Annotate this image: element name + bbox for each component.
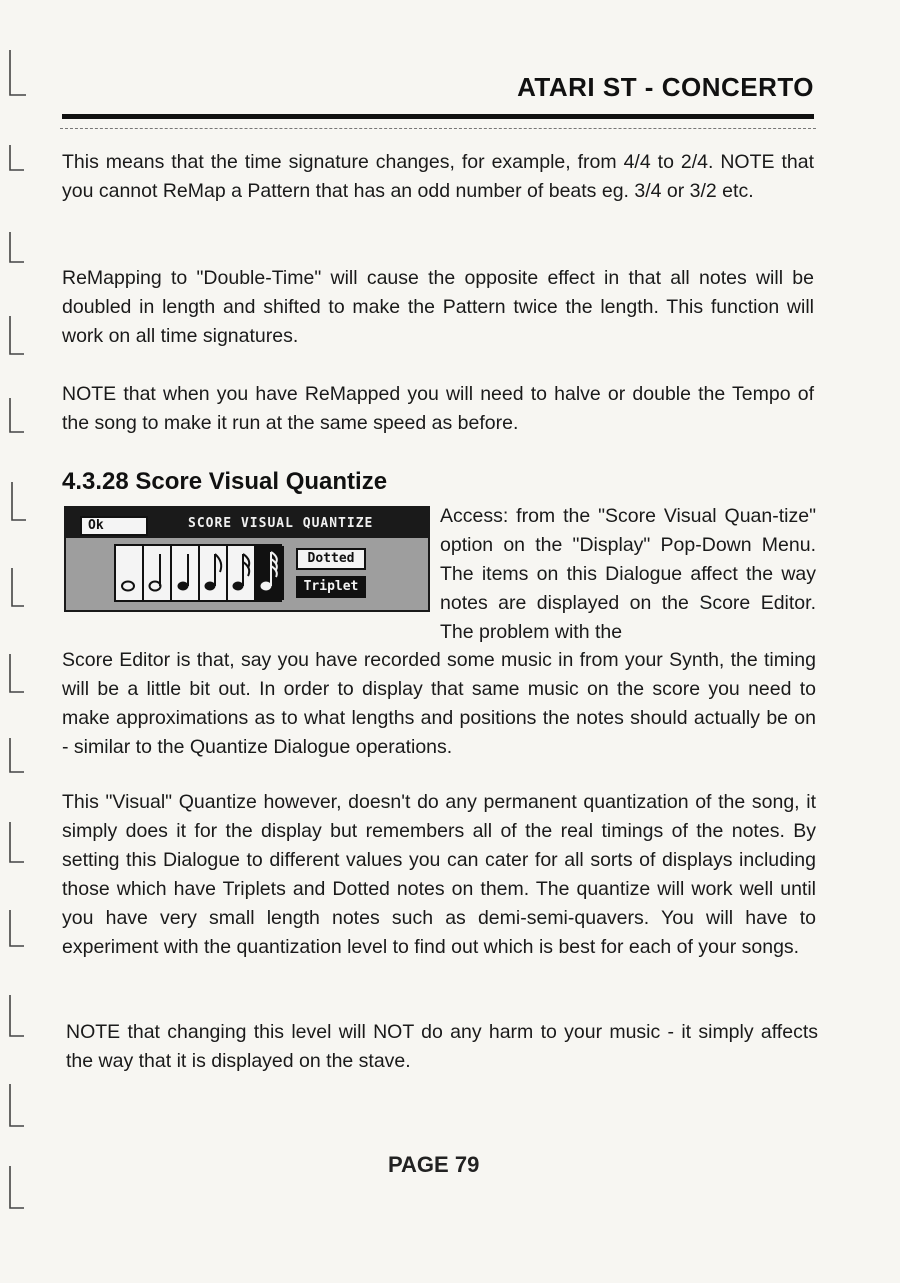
paragraph-time-signature: This means that the time signature changes, for example, from 4/4 to 2/4. NOTE that you cannot ReMap a Pattern that has an odd number of beats eg. 3/4 or 3/2 etc. (62, 151, 814, 202)
eighth-note-icon[interactable] (200, 546, 228, 600)
sixteenth-note-icon[interactable] (228, 546, 256, 600)
thirty-second-note-icon[interactable] (256, 546, 284, 600)
triplet-toggle[interactable]: Triplet (296, 576, 366, 598)
paragraph-score-editor: Score Editor is that, say you have recorded some music in from your Synth, the timing will be a little bit out. In order to display that same music on the score you need to make approximations as to what lengths and positions the notes should actually be on - similar to the Quantize Dialogue operations. (62, 649, 816, 758)
note-length-selector (114, 544, 282, 602)
dialog-title: SCORE VISUAL QUANTIZE (188, 516, 374, 531)
paragraph-tempo-note: NOTE that when you have ReMapped you will need to halve or double the Tempo of the song to make it run at the same speed as before. (62, 383, 814, 434)
page-number: PAGE 79 (388, 1152, 480, 1177)
quarter-note-icon[interactable] (172, 546, 200, 600)
margin-marks (0, 0, 40, 1283)
paragraph-no-harm-note: NOTE that changing this level will NOT do any harm to your music - it simply affects the way that it is displayed on the stave. (66, 1021, 818, 1072)
section-heading: 4.3.28 Score Visual Quantize (62, 468, 388, 495)
paragraph-access: Access: from the "Score Visual Quan-tize" option on the "Display" Pop-Down Menu. The items on this Dialogue affect the way notes are displayed on the Score Editor. The problem with the (440, 505, 816, 643)
header-rule-secondary (60, 128, 816, 130)
ok-button[interactable]: Ok (80, 516, 148, 536)
score-visual-quantize-dialog (64, 506, 430, 612)
half-note-icon[interactable] (144, 546, 172, 600)
dotted-toggle[interactable]: Dotted (296, 548, 366, 570)
header-rule (62, 114, 814, 119)
whole-note-icon[interactable] (116, 546, 144, 600)
dialog-title-bar (66, 508, 428, 538)
paragraph-double-time: ReMapping to "Double-Time" will cause the opposite effect in that all notes will be doubled in length and shifted to make the Pattern twice the length. This function will work on all time signatures. (62, 267, 814, 347)
paragraph-visual-quantize: This "Visual" Quantize however, doesn't do any permanent quantization of the song, it simply does it for the display but remembers all of the real timings of the notes. By setting this Dialogue to different values you can cater for all sorts of displays including those which have Triplets and Dotted notes on them. The quantize will work well until you have very small length notes such as demi-semi-quavers. You will have to experiment with the quantization level to find out which is best for each of your songs. (62, 791, 816, 958)
page-header-title: ATARI ST - CONCERTO (517, 72, 814, 102)
